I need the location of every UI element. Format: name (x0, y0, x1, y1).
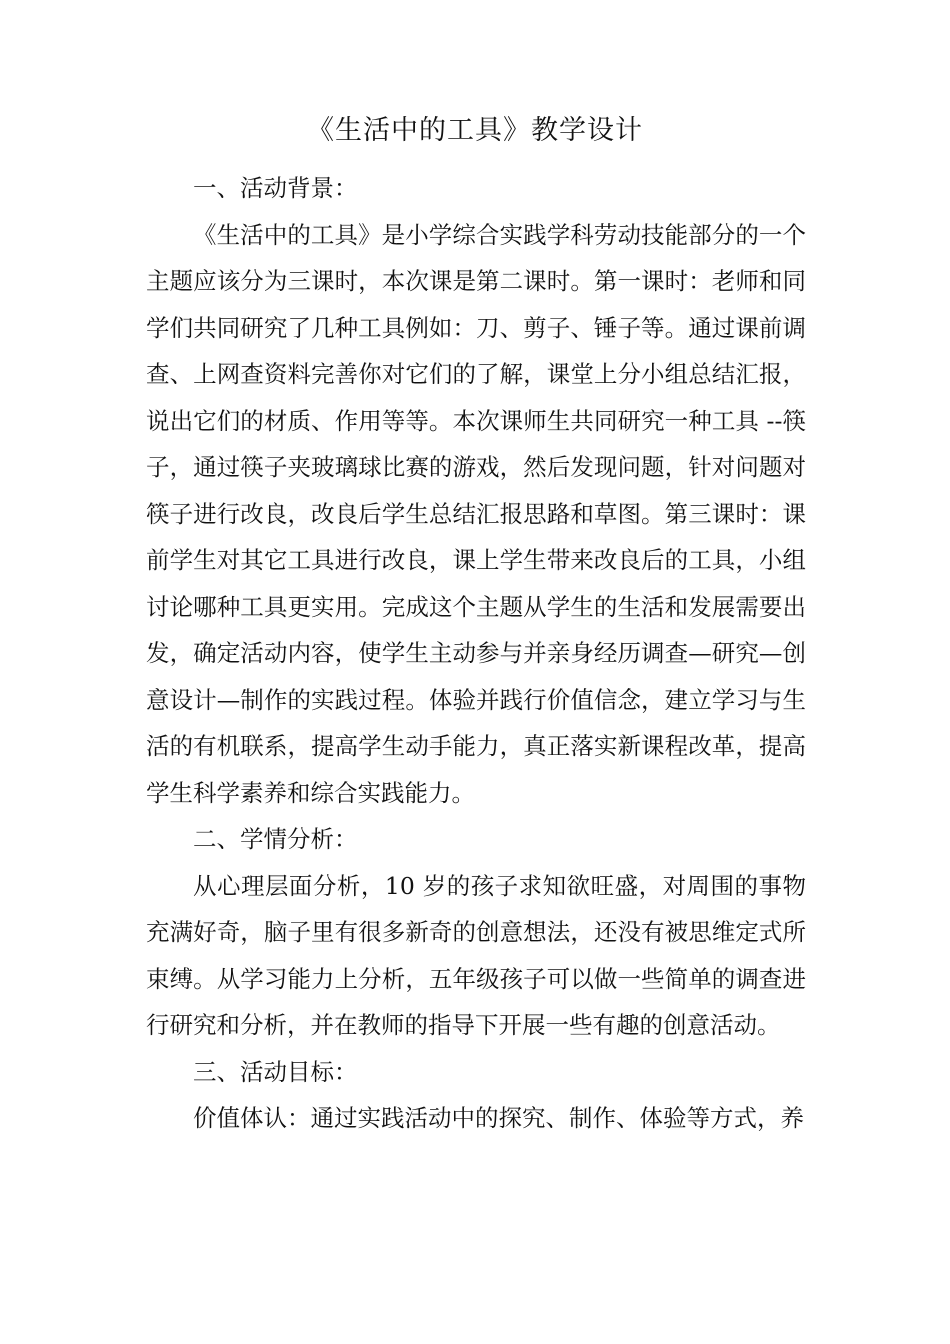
section-body-goals: 价值体认：通过实践活动中的探究、制作、体验等方式，养 (193, 1104, 804, 1132)
document-title: 《生活中的工具》教学设计 (307, 115, 643, 146)
section-heading-goals: 三、活动目标： (193, 1057, 358, 1086)
section-heading-analysis: 二、学情分析： (193, 825, 358, 853)
document-body (146, 165, 806, 1142)
section-heading-background: 一、活动背景： (193, 174, 358, 202)
section-body-background: 《生活中的工具》是小学综合实践学科劳动技能部分的一个主题应该分为三课时，本次课是第二课时。第一课时：老师和同学们共同研究了几种工具例如：刀、剪子、锤子等。通过课前调查、上网查资料完善你对它们的了解，课堂上分小组总结汇报，说出它们的材质、作用等等。本次课师生共同研究一种工具 --筷子，通过筷子夹玻璃球比赛的游戏，然后发现问题，针对问题对筷子进行改良，改良后学生总结汇报思路和草图。第三课时：课前学生对其它工具进行改良，课上学生带来改良后的工具，小组讨论哪种工具更实用。完成这个主题从学生的生活和发展需要出发，确定活动内容，使学生主动参与并亲身经历调查—研究—创意设计—制作的实践过程。体验并践行价值信念，建立学习与生活的有机联系，提高学生动手能力，真正落实新课程改革，提高学生科学素养和综合实践能力。 (146, 220, 806, 807)
section-body-analysis: 从心理层面分析，10 岁的孩子求知欲旺盛，对周围的事物充满好奇，脑子里有很多新奇的创意想法，还没有被思维定式所束缚。从学习能力上分析，五年级孩子可以做一些简单的调查进行研究和分析，并在教师的指导下开展一些有趣的创意活动。 (146, 871, 806, 1039)
